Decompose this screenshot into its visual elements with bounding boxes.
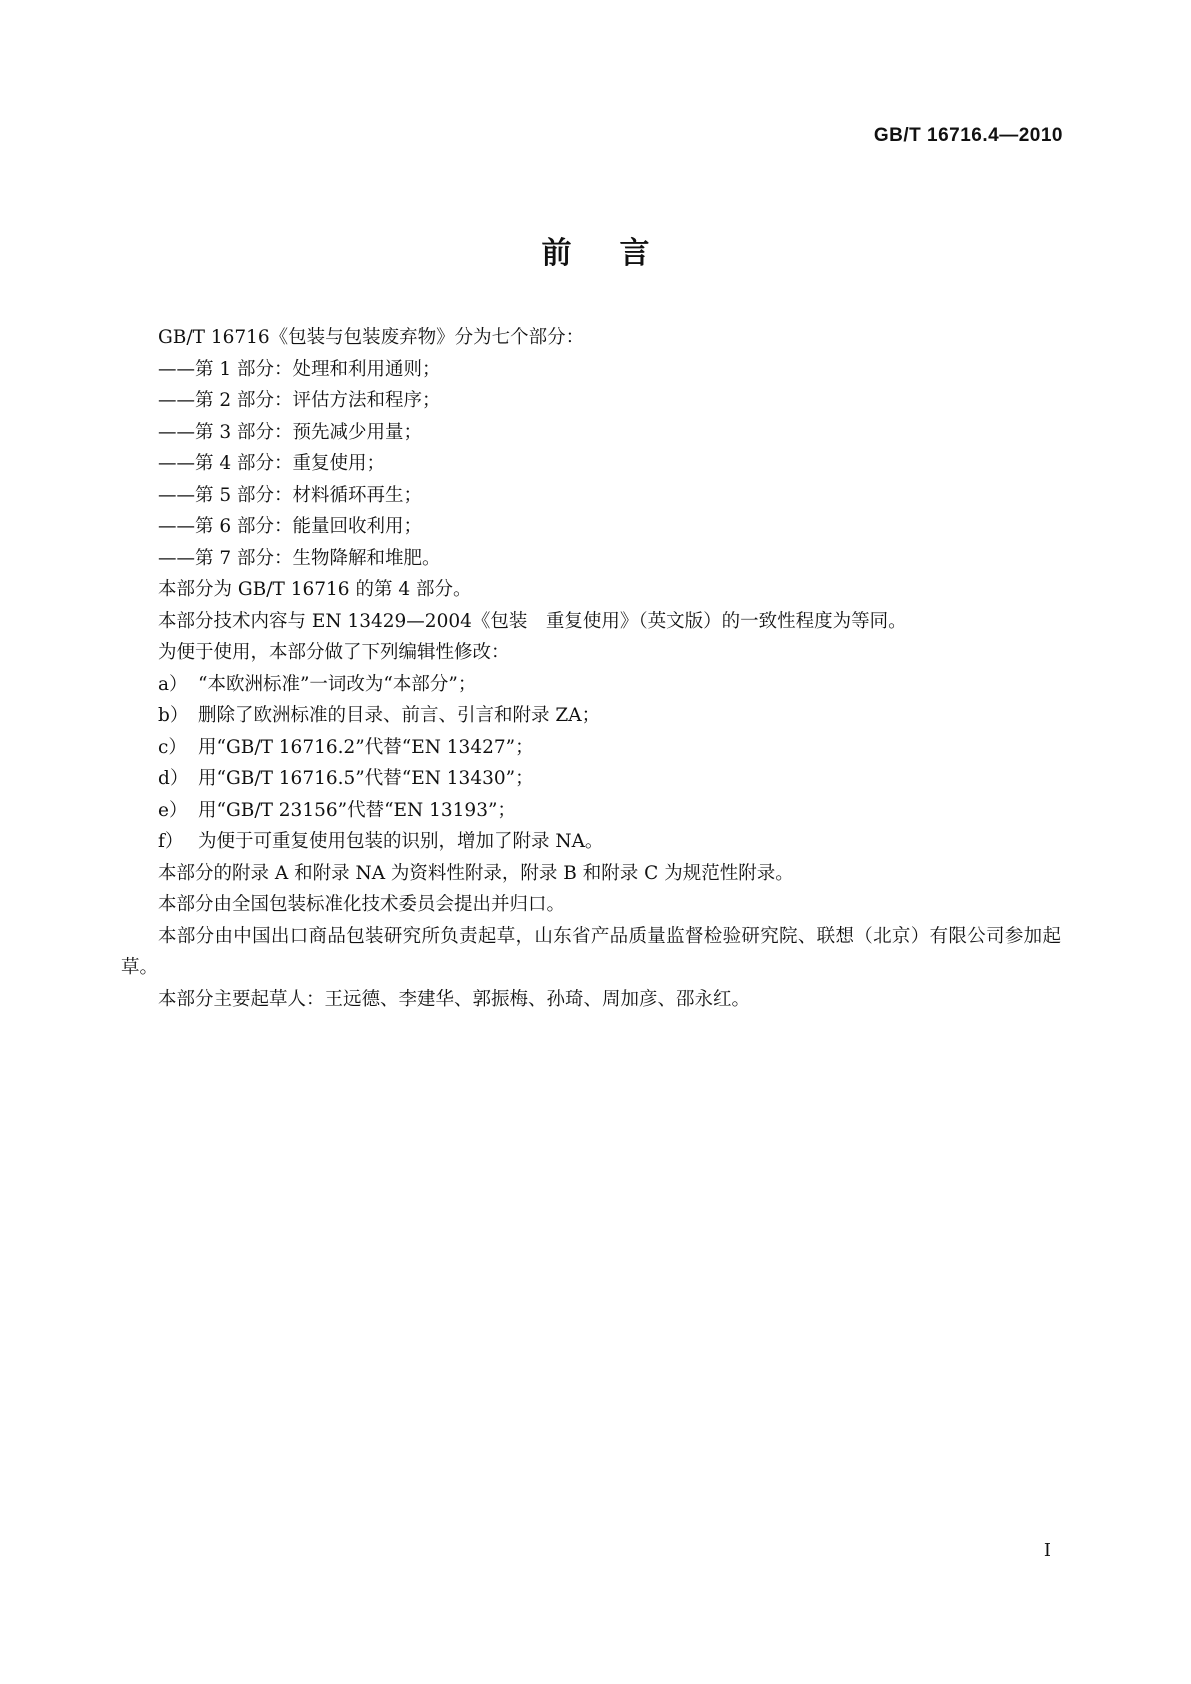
- standard-number: GB/T 16716.4—2010: [873, 125, 1063, 146]
- proposed-paragraph: 本部分由全国包装标准化技术委员会提出并归口。: [158, 894, 566, 915]
- edits-intro-paragraph: 为便于使用，本部分做了下列编辑性修改：: [158, 642, 510, 663]
- drafting-org-paragraph: 本部分由中国出口商品包装研究所负责起草，山东省产品质量监督检验研究院、联想（北京）有限公司参加起草。: [121, 925, 1061, 978]
- drafters-paragraph: 本部分主要起草人：王远德、李建华、郭振梅、孙琦、周加彦、邵永红。: [158, 988, 751, 1010]
- edit-text: 用“GB/T 16716.2”代替“EN 13427”；: [198, 736, 534, 758]
- edit-text: 删除了欧洲标准的目录、前言、引言和附录 ZA；: [198, 705, 601, 726]
- edit-text: 用“GB/T 23156”代替“EN 13193”；: [198, 799, 516, 821]
- edit-marker: b）: [158, 705, 189, 726]
- part-list-item: ——第 1 部分：处理和利用通则；: [158, 358, 441, 380]
- part-list-item: ——第 2 部分：评估方法和程序；: [158, 390, 441, 411]
- edit-list-item: [121, 732, 1061, 764]
- edit-marker: d）: [158, 768, 189, 789]
- edit-list-item: [121, 763, 1061, 795]
- part-list-item: ——第 5 部分：材料循环再生；: [158, 484, 423, 506]
- edit-text: 为便于可重复使用包装的识别，增加了附录 NA。: [198, 831, 604, 852]
- edit-list-item: [121, 795, 1061, 827]
- annexes-paragraph: 本部分的附录 A 和附录 NA 为资料性附录，附录 B 和附录 C 为规范性附录。: [158, 862, 794, 884]
- part-list-item: ——第 6 部分：能量回收利用；: [158, 516, 423, 537]
- foreword-body: [121, 322, 1061, 1015]
- edit-marker: e）: [158, 799, 188, 821]
- page-number: I: [1043, 1540, 1051, 1561]
- part-list-item: ——第 4 部分：重复使用；: [158, 453, 386, 474]
- edit-list-item: [121, 700, 1061, 732]
- part-list-item: ——第 7 部分：生物降解和堆肥。: [158, 547, 441, 569]
- edit-marker: c）: [158, 736, 187, 758]
- consistency-paragraph: 本部分技术内容与 EN 13429—2004《包装 重复使用》（英文版）的一致性程度为等同。: [158, 610, 907, 632]
- edit-list-item: [121, 669, 1061, 701]
- edit-marker: a）: [158, 673, 188, 695]
- intro-paragraph: GB/T 16716《包装与包装废弃物》分为七个部分：: [158, 327, 585, 348]
- page-title: 前言: [541, 236, 698, 271]
- part-list-item: ——第 3 部分：预先减少用量；: [158, 421, 423, 443]
- part-of-paragraph: 本部分为 GB/T 16716 的第 4 部分。: [158, 579, 472, 600]
- edit-list-item: [121, 826, 1061, 858]
- edit-text: “本欧洲标准”一词改为“本部分”；: [198, 673, 477, 695]
- edit-text: 用“GB/T 16716.5”代替“EN 13430”；: [198, 768, 534, 789]
- edit-marker: f）: [158, 831, 184, 852]
